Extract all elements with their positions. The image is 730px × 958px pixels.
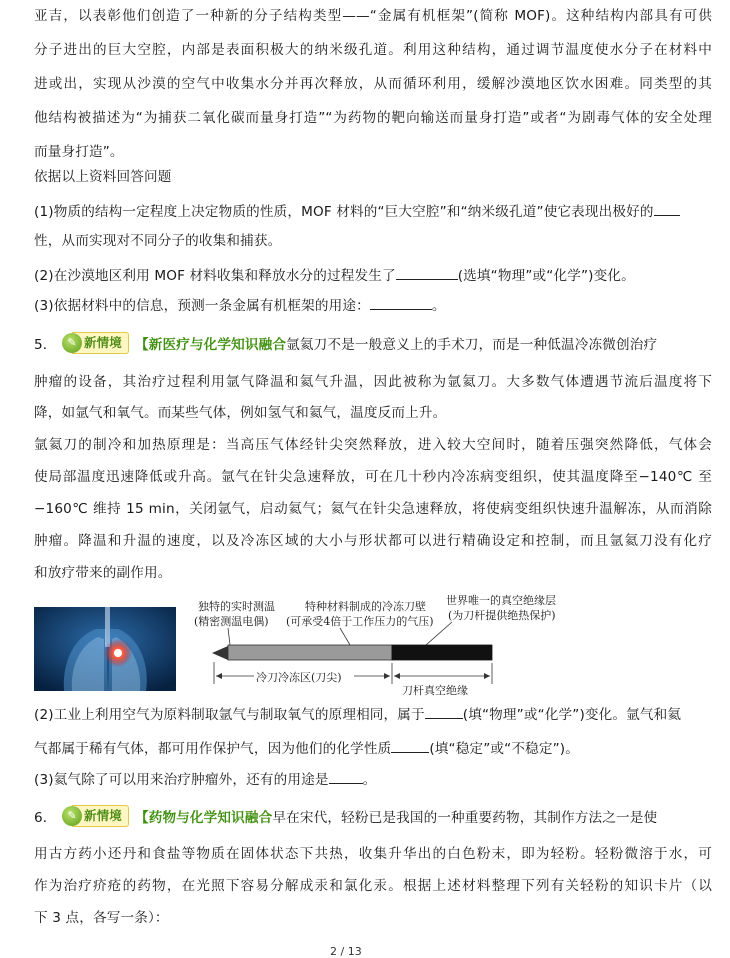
q5-sub2-text-b-pre: 气都属于稀有气体，都可用作保护气，因为他们的化学性质 xyxy=(34,741,392,757)
question-number: 6． xyxy=(34,810,57,826)
label-temp-sensor-note: (精密测温电偶) xyxy=(194,615,269,628)
q5-sub3-text-post: 。 xyxy=(362,772,377,788)
q5-sub2-text-b-post: (填“稳定”或“不稳定”)。 xyxy=(429,741,579,757)
topic-tag: 【新医疗与化学知识融合 xyxy=(134,337,287,353)
paragraph-line: 而量身打造”。 xyxy=(34,144,124,160)
q4-sub2-text-pre: (2)在沙漠地区利用 MOF 材料收集和释放水分的过程发生了 xyxy=(34,268,396,284)
q5-line: 和放疗带来的副作用。 xyxy=(34,565,172,581)
paragraph-line: 他结构被描述为“为捕获二氧化碳而量身打造”“为药物的靶向输送而量身打造”或者“为剧毒气体的安全处理 xyxy=(34,110,712,126)
q5-sub3-text-pre: (3)氦气除了可以用来治疗肿瘤外，还有的用途是 xyxy=(34,772,329,788)
q5-sub2-line2 xyxy=(34,739,712,758)
q5-line: −160℃ 维持 15 min，关闭氩气，启动氦气；氦气在针尖急速释放，将使病变组织快速升温解冻，从而消除 xyxy=(34,501,712,517)
q5-sub2-text-a-pre: (2)工业上利用空气为原料制取氩气与制取氧气的原理相同，属于 xyxy=(34,707,425,723)
leaf-icon: ✎ xyxy=(62,333,82,353)
q4-sub1-line2: 性，从而实现对不同分子的收集和捕获。 xyxy=(34,233,282,249)
paragraph-line: 进或出，实现从沙漠的空气中收集水分并再次释放，从而循环利用，缓解沙漠地区饮水困难。同类型的其 xyxy=(34,76,712,92)
q6-line: 作为治疗疥疮的药物，在光照下容易分解成汞和氯化汞。根据上述材料整理下列有关轻粉的知识卡片（以 xyxy=(34,878,712,894)
lung-illustration xyxy=(34,607,176,691)
lung-photo xyxy=(34,607,176,691)
label-knife-wall: 特种材料制成的冷冻刀壁 xyxy=(305,600,426,613)
q4-sub3-line xyxy=(34,296,712,315)
q5-header-line xyxy=(34,334,712,356)
q5-line: 氩氦刀的制冷和加热原理是：当高压气体经针尖突然释放，进入较大空间时，随着压强突然降低，气体会 xyxy=(34,437,712,453)
answer-blank[interactable] xyxy=(329,770,363,784)
q4-sub1-text-a: (1)物质的结构一定程度上决定物质的性质，MOF 材料的“巨大空腔”和“纳米级孔道”使它表现出极好的 xyxy=(34,204,654,220)
label-vacuum-shaft: 刀杆真空绝缘 xyxy=(402,684,468,697)
label-knife-wall-note: (可承受4倍于工作压力的气压) xyxy=(286,615,434,628)
q4-sub2-line xyxy=(34,266,712,285)
page-number: 2 / 13 xyxy=(330,945,362,958)
q6-header-line xyxy=(34,807,712,829)
q5-sub3-line xyxy=(34,770,712,789)
q5-line: 使局部温度迅速降低或升高。氩气在针尖急速释放，可在几十秒内冷冻病变组织，使其温度降至−140℃ 至 xyxy=(34,469,712,485)
q4-sub2-text-post: (选填“物理”或“化学”)变化。 xyxy=(457,268,635,284)
answer-blank[interactable] xyxy=(396,266,458,280)
q5-line: 降，如氩气和氧气。而某些气体，例如氢气和氦气，温度反而上升。 xyxy=(34,405,447,421)
paragraph-line: 亚吉，以表彰他们创造了一种新的分子结构类型——“金属有机框架”(简称 MOF)。这种结构内部具有可供 xyxy=(34,8,712,24)
answer-blank[interactable] xyxy=(425,705,463,719)
q5-line1-text: 氩氦刀不是一般意义上的手术刀，而是一种低温冷冻微创治疗 xyxy=(286,337,658,353)
question-number: 5． xyxy=(34,337,57,353)
topic-tag: 【药物与化学知识融合 xyxy=(134,810,273,826)
prompt-line: 依据以上资料回答问题 xyxy=(34,169,172,185)
label-vacuum-layer: 世界唯一的真空绝缘层 xyxy=(446,594,556,607)
label-temp-sensor: 独特的实时测温 xyxy=(198,600,275,613)
answer-blank[interactable] xyxy=(370,296,432,310)
q4-sub3-text-post: 。 xyxy=(431,298,446,314)
q6-line1-text: 早在宋代，轻粉已是我国的一种重要药物，其制作方法之一是使 xyxy=(272,810,658,826)
new-context-badge: ✎ 新情境 xyxy=(62,332,129,354)
q5-sub2-line1 xyxy=(34,705,712,724)
q4-sub3-text-pre: (3)依据材料中的信息，预测一条金属有机框架的用途： xyxy=(34,298,370,314)
q6-line: 下 3 点，各写一条）： xyxy=(34,910,169,926)
q6-line: 用古方药小还丹和食盐等物质在固体状态下共热，收集升华出的白色粉末，即为轻粉。轻粉微溶于水，可 xyxy=(34,846,712,862)
q5-line: 肿瘤的设备，其治疗过程利用氩气降温和氦气升温，因此被称为氩氦刀。大多数气体遭遇节流后温度将下 xyxy=(34,374,712,390)
new-context-badge: ✎ 新情境 xyxy=(62,805,129,827)
q4-sub1-line1 xyxy=(34,202,712,221)
vacuum-segment xyxy=(392,645,492,660)
answer-blank[interactable] xyxy=(391,739,429,753)
leaf-icon: ✎ xyxy=(62,806,82,826)
cryoprobe-diagram xyxy=(190,590,556,700)
q5-line: 肿瘤。降温和升温的速度，以及冷冻区域的大小与形状都可以进行精确设定和控制，而且氩氦刀没有化疗 xyxy=(34,533,712,549)
probe-tip xyxy=(212,646,228,660)
answer-blank[interactable] xyxy=(654,202,680,216)
label-freeze-zone: 冷刀冷冻区(刀尖) xyxy=(256,671,342,684)
q5-sub2-text-a-post: (填“物理”或“化学”)变化。氩气和氦 xyxy=(462,707,682,723)
freeze-zone-segment xyxy=(228,645,392,660)
paragraph-line: 分子进出的巨大空腔，内部是表面积极大的纳米级孔道。利用这种结构，通过调节温度使水分子在材料中 xyxy=(34,42,712,58)
label-vacuum-layer-note: (为刀杆提供绝热保护) xyxy=(448,609,556,622)
